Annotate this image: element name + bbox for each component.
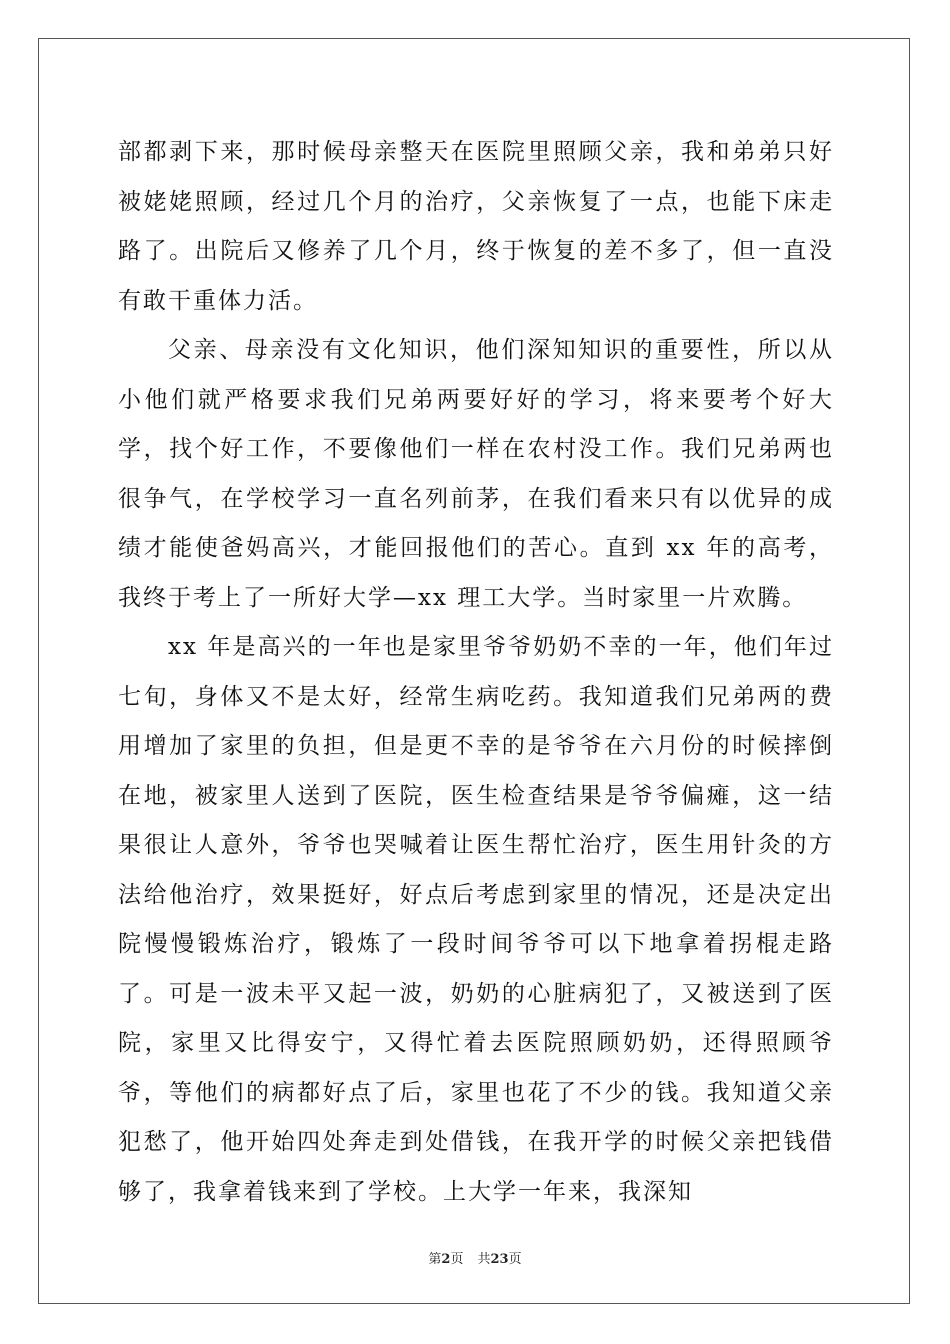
paragraph-1: 部都剥下来，那时候母亲整天在医院里照顾父亲，我和弟弟只好被姥姥照顾，经过几个月的治疗，父亲恢复了一点，也能下床走路了。出院后又修养了几个月，终于恢复的差不多了，但一直没有敢干重体力活。 [118, 139, 834, 314]
page-prefix: 第 [428, 1252, 442, 1267]
total-prefix: 共 [477, 1252, 491, 1267]
paragraph-3: xx 年是高兴的一年也是家里爷爷奶奶不幸的一年，他们年过七旬，身体又不是太好，经常生病吃药。我知道我们兄弟两的费用增加了家里的负担，但是更不幸的是爷爷在六月份的时候摔倒在地，被家里人送到了医院，医生检查结果是爷爷偏瘫，这一结果很让人意外，爷爷也哭喊着让医生帮忙治疗，医生用针灸的方法给他治疗，效果挺好，好点后考虑到家里的情况，还是决定出院慢慢锻炼治疗，锻炼了一段时间爷爷可以下地拿着拐棍走路了。可是一波未平又起一波，奶奶的心脏病犯了，又被送到了医院，家里又比得安宁，又得忙着去医院照顾奶奶，还得照顾爷爷，等他们的病都好点了后，家里也花了不少的钱。我知道父亲犯愁了，他开始四处奔走到处借钱，在我开学的时候父亲把钱借够了，我拿着钱来到了学校。上大学一年来，我深知 [118, 634, 834, 1205]
total-suffix: 页 [508, 1252, 522, 1267]
total-page-count: 23 [490, 1252, 509, 1267]
page-footer [0, 1248, 950, 1267]
page-suffix: 页 [450, 1252, 464, 1267]
paragraph-2: 父亲、母亲没有文化知识，他们深知知识的重要性，所以从小他们就严格要求我们兄弟两要好好的学习，将来要考个好大学，找个好工作，不要像他们一样在农村没工作。我们兄弟两也很争气，在学校学习一直名列前茅，在我们看来只有以优异的成绩才能使爸妈高兴，才能回报他们的苦心。直到 xx 年的高考，我终于考上了一所好大学—xx 理工大学。当时家里一片欢腾。 [118, 337, 834, 611]
document-body [118, 128, 834, 1217]
current-page-number: 2 [441, 1252, 451, 1267]
